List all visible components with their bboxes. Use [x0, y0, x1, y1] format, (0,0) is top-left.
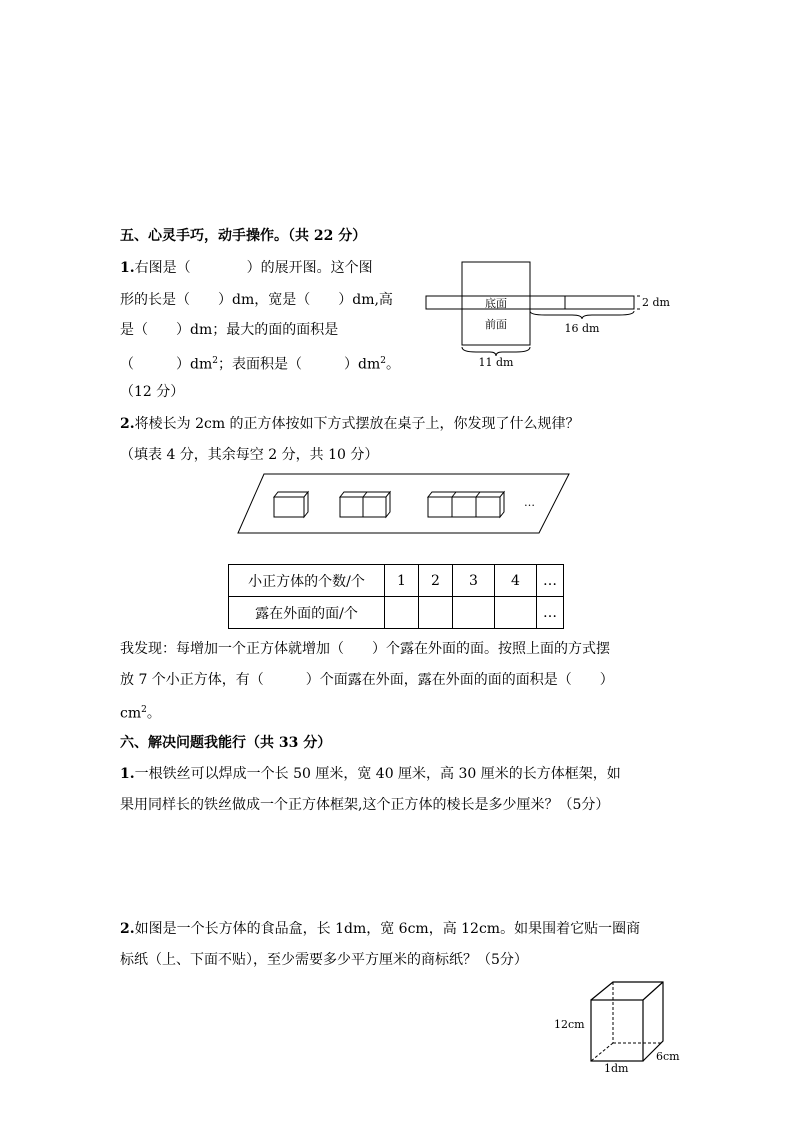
box-length-label: 1dm [604, 1062, 629, 1075]
table-row [229, 565, 564, 597]
cuboid-net-figure [420, 258, 710, 373]
width-brace [462, 347, 530, 356]
answer-cell [453, 597, 495, 629]
period: 。 [146, 705, 161, 722]
question-1-line-1 [120, 258, 373, 278]
question-2-line-2: （填表 4 分，其余每空 2 分，共 10 分） [120, 447, 379, 463]
length-brace [530, 311, 634, 319]
finding-line-2: 放 7 个小正方体，有（ ）个面露在外面，露在外面的面的面积是（ ） [120, 672, 614, 688]
question-1-line-2: 形的长是（ ）dm，宽是（ ）dm,高 [120, 292, 393, 308]
bottom-face-label: 底面 [485, 297, 507, 310]
height-label: 2 dm [642, 296, 670, 309]
box-height-label: 12cm [554, 1018, 585, 1031]
front-face-label: 前面 [485, 318, 507, 331]
width-label: 11 dm [478, 356, 514, 369]
length-label: 16 dm [564, 322, 600, 335]
question-number: 2. [120, 416, 135, 432]
cubes-on-table-figure [236, 472, 572, 536]
row-header-cube-count: 小正方体的个数/个 [229, 565, 385, 597]
section-6-title: 六、解决问题我能行（共 33 分） [120, 735, 332, 751]
answer-blank-area: （ ）dm [120, 356, 213, 373]
box-top-back-edges [591, 982, 663, 1061]
problem-2-line-2: 标纸（上、下面不贴），至少需要多少平方厘米的商标纸？（5分） [120, 952, 528, 968]
question-text: 如图是一个长方体的食品盒，长 1dm，宽 6cm，高 12cm。如果围着它贴一圈商 [134, 921, 641, 937]
food-box-figure [552, 978, 687, 1074]
question-number: 1. [120, 260, 135, 276]
data-table [228, 564, 564, 629]
finding-line-1: 我发现：每增加一个正方体就增加（ ）个露在外面的面。按照上面的方式摆 [120, 641, 610, 657]
question-text: 右图是（ ）的展开图。这个图 [134, 260, 373, 276]
table-cell: … [537, 565, 564, 597]
ellipsis: … [524, 496, 535, 509]
row-header-exposed-faces: 露在外面的面/个 [229, 597, 385, 629]
question-number: 2. [120, 921, 135, 937]
question-1-line-3: 是（ ）dm；最大的面的面积是 [120, 322, 339, 338]
table-cell: 3 [453, 565, 495, 597]
superscript: 2 [212, 356, 218, 366]
cube-group-2 [340, 492, 390, 517]
problem-1-line-2: 果用同样长的铁丝做成一个正方体框架,这个正方体的棱长是多少厘米？（5分） [120, 797, 610, 813]
table-cell: 1 [385, 565, 419, 597]
table-cell: 4 [495, 565, 537, 597]
answer-cell [419, 597, 453, 629]
problem-1-line-1 [120, 764, 621, 784]
section-5-title: 五、心灵手巧，动手操作。（共 22 分） [120, 228, 367, 244]
box-width-label: 6cm [656, 1050, 680, 1063]
answer-cell [495, 597, 537, 629]
table-cell: … [537, 597, 564, 629]
superscript: 2 [141, 705, 147, 715]
hidden-edges [591, 982, 663, 1061]
table-cell: 2 [419, 565, 453, 597]
box-front-face [591, 1000, 643, 1061]
question-2-line-1 [120, 414, 580, 434]
unit: cm [120, 705, 142, 722]
problem-2-line-1 [120, 919, 640, 939]
question-1-points: （12 分） [120, 384, 185, 400]
table-row [229, 597, 564, 629]
net-top-face [462, 262, 530, 296]
question-text: 一根铁丝可以焊成一个长 50 厘米，宽 40 厘米，高 30 厘米的长方体框架，如 [134, 766, 621, 782]
finding-line-3 [120, 700, 161, 724]
answer-blank-surface: ；表面积是（ ）dm [217, 356, 381, 373]
question-number: 1. [120, 766, 135, 782]
answer-cell [385, 597, 419, 629]
cube-group-3 [428, 492, 504, 517]
question-1-line-4 [120, 351, 400, 375]
cube-group-1 [274, 492, 308, 517]
period: 。 [385, 356, 400, 373]
superscript: 2 [380, 356, 386, 366]
question-text: 将棱长为 2cm 的正方体按如下方式摆放在桌子上，你发现了什么规律？ [134, 416, 580, 432]
